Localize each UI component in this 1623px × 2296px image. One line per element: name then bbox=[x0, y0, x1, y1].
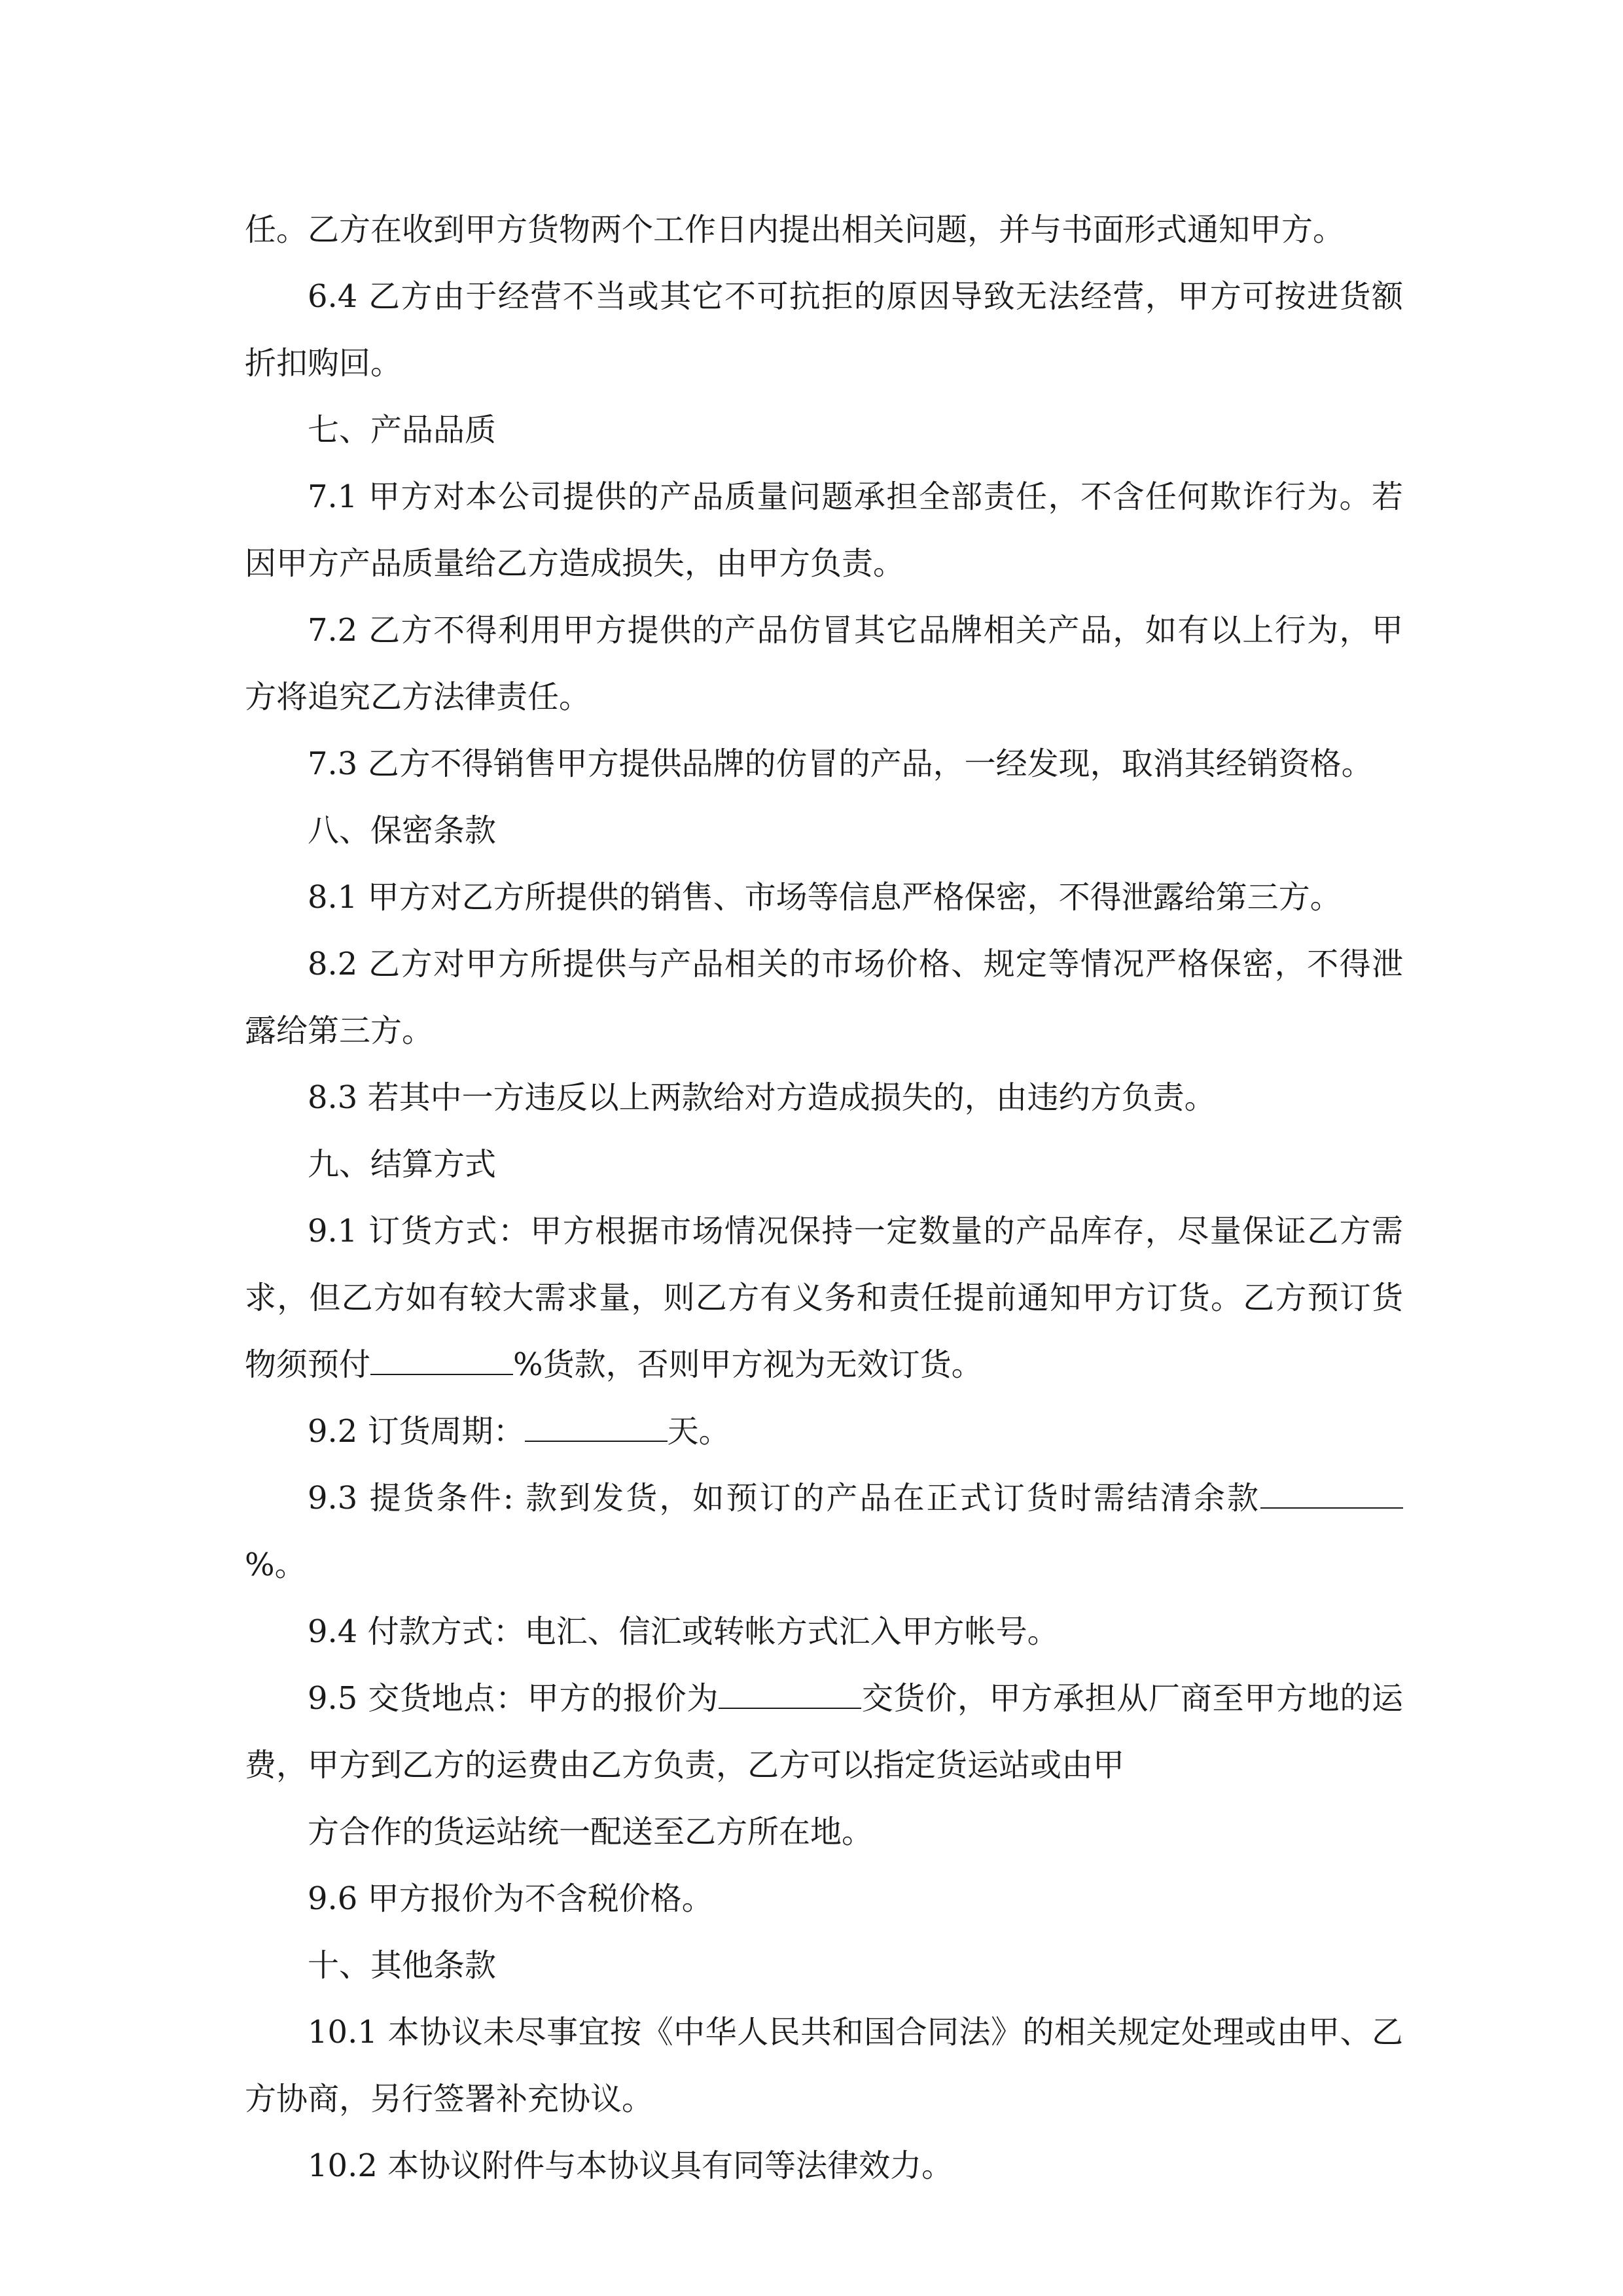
clause-7-2: 7.2 乙方不得利用甲方提供的产品仿冒其它品牌相关产品，如有以上行为，甲方将追究乙方法律责任。 bbox=[245, 612, 1403, 715]
clause-9-5-text: 9.5 交货地点：甲方的报价为 bbox=[308, 1680, 719, 1717]
blank-delivery-terms[interactable] bbox=[719, 1681, 861, 1709]
clause-8-1: 8.1 甲方对乙方所提供的销售、市场等信息严格保密，不得泄露给第三方。 bbox=[308, 879, 1342, 916]
clause-7-1: 7.1 甲方对本公司提供的产品质量问题承担全部责任，不含任何欺诈行为。若因甲方产品质量给乙方造成损失，由甲方负责。 bbox=[245, 478, 1403, 582]
clause-9-3 bbox=[245, 1465, 1403, 1598]
blank-order-cycle[interactable] bbox=[525, 1414, 668, 1442]
clause-9-3-tail: %。 bbox=[245, 1547, 306, 1583]
section-heading-8: 八、保密条款 bbox=[308, 812, 497, 849]
clause-9-5-continued: 方合作的货运站统一配送至乙方所在地。 bbox=[308, 1814, 874, 1850]
clause-7-3: 7.3 乙方不得销售甲方提供品牌的仿冒的产品，一经发现，取消其经销资格。 bbox=[308, 745, 1373, 782]
clause-8-2: 8.2 乙方对甲方所提供与产品相关的市场价格、规定等情况严格保密，不得泄露给第三方。 bbox=[245, 946, 1403, 1049]
blank-balance-percent[interactable] bbox=[1260, 1481, 1403, 1509]
clause-9-5-tail: 交货价，甲方承担从厂商至甲方地的运费，甲方到乙方的运费由乙方负责，乙方可以指定货运站或由甲 bbox=[245, 1680, 1403, 1784]
clause-9-2-text: 9.2 订货周期： bbox=[308, 1413, 525, 1450]
document-body bbox=[245, 196, 1403, 2199]
clause-9-5 bbox=[245, 1665, 1403, 1799]
clause-9-1-tail: %货款，否则甲方视为无效订货。 bbox=[513, 1346, 983, 1383]
clause-6-4: 6.4 乙方由于经营不当或其它不可抗拒的原因导致无法经营，甲方可按进货额折扣购回。 bbox=[245, 278, 1403, 382]
section-heading-10: 十、其他条款 bbox=[308, 1947, 497, 1984]
clause-9-2 bbox=[245, 1398, 1403, 1465]
paragraph-continuation: 任。乙方在收到甲方货物两个工作日内提出相关问题，并与书面形式通知甲方。 bbox=[245, 211, 1345, 248]
blank-prepay-percent[interactable] bbox=[370, 1348, 513, 1375]
clause-9-6: 9.6 甲方报价为不含税价格。 bbox=[308, 1880, 713, 1917]
clause-9-3-text: 9.3 提货条件: 款到发货，如预订的产品在正式订货时需结清余款 bbox=[308, 1480, 1260, 1516]
clause-9-1-text: 9.1 订货方式：甲方根据市场情况保持一定数量的产品库存，尽量保证乙方需求，但乙方如有较大需求量，则乙方有义务和责任提前通知甲方订货。乙方预订货物须预付 bbox=[245, 1213, 1403, 1383]
clause-9-1 bbox=[245, 1198, 1403, 1398]
clause-8-3: 8.3 若其中一方违反以上两款给对方造成损失的，由违约方负责。 bbox=[308, 1079, 1216, 1116]
clause-10-1: 10.1 本协议未尽事宜按《中华人民共和国合同法》的相关规定处理或由甲、乙方协商，另行签署补充协议。 bbox=[245, 2014, 1403, 2117]
section-heading-7: 七、产品品质 bbox=[308, 412, 497, 448]
clause-9-2-tail: 天。 bbox=[667, 1413, 730, 1450]
clause-10-2: 10.2 本协议附件与本协议具有同等法律效力。 bbox=[308, 2147, 954, 2184]
section-heading-9: 九、结算方式 bbox=[308, 1146, 497, 1183]
clause-9-4: 9.4 付款方式：电汇、信汇或转帐方式汇入甲方帐号。 bbox=[308, 1613, 1059, 1650]
